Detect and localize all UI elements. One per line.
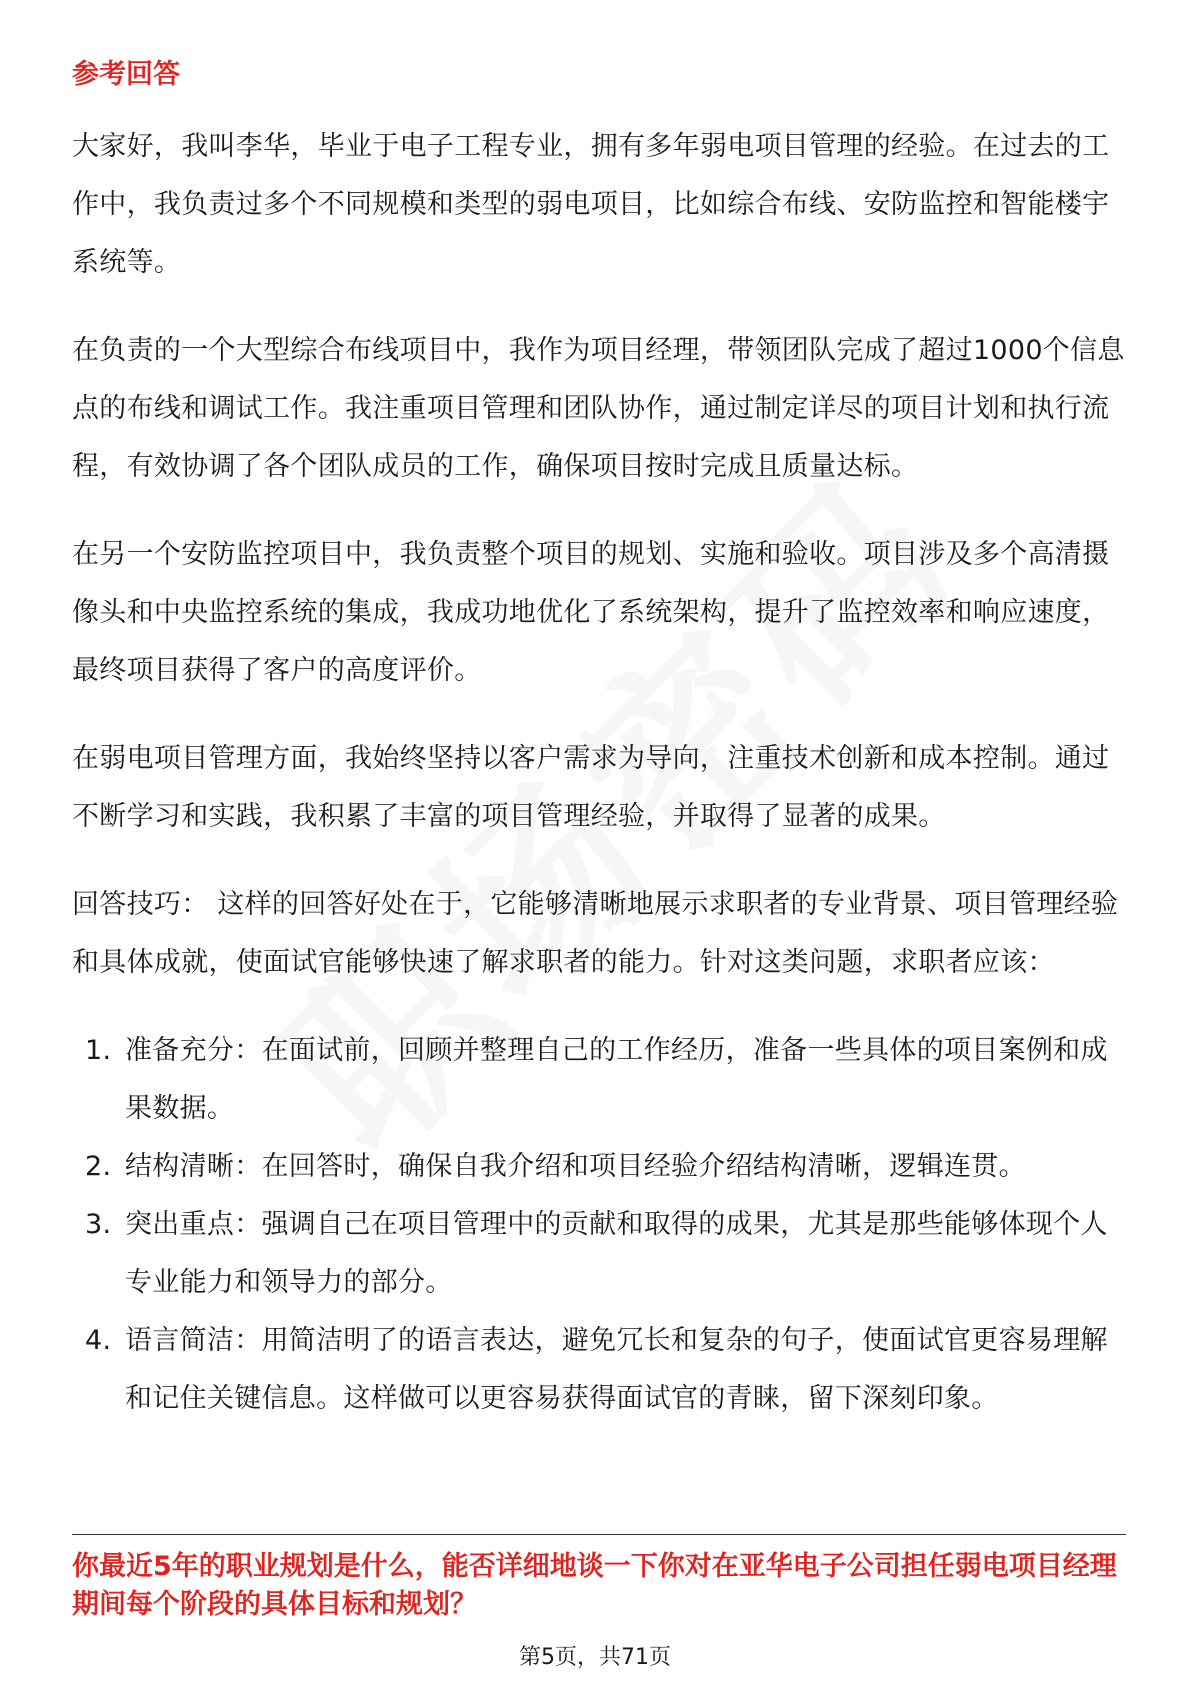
- list-item-text: 准备充分：在面试前，回顾并整理自己的工作经历，准备一些具体的项目案例和成果数据。: [125, 1035, 1108, 1124]
- list-item-text: 结构清晰：在回答时，确保自我介绍和项目经验介绍结构清晰，逻辑连贯。: [125, 1151, 1026, 1182]
- answer-paragraph-cabling-project: 在负责的一个大型综合布线项目中，我作为项目经理，带领团队完成了超过1000个信息点的布线和调试工作。我注重项目管理和团队协作，通过制定详尽的项目计划和执行流程，有效协调了各个团队成员的工作，确保项目按时完成且质量达标。: [72, 335, 1125, 482]
- answer-paragraph-security-project: 在另一个安防监控项目中，我负责整个项目的规划、实施和验收。项目涉及多个高清摄像头和中央监控系统的集成，我成功地优化了系统架构，提升了监控效率和响应速度，最终项目获得了客户的高度评价。: [72, 539, 1110, 686]
- section-divider: [72, 1534, 1126, 1535]
- list-item-number: 4.: [85, 1325, 112, 1356]
- list-item-number: 1.: [85, 1035, 112, 1066]
- list-item-number: 3.: [85, 1209, 112, 1240]
- list-item: [72, 1312, 1132, 1428]
- list-item: [72, 1138, 1132, 1196]
- answer-paragraph-summary: 在弱电项目管理方面，我始终坚持以客户需求为导向，注重技术创新和成本控制。通过不断学习和实践，我积累了丰富的项目管理经验，并取得了显著的成果。: [72, 743, 1110, 832]
- list-item: [72, 1196, 1132, 1312]
- answer-paragraph-intro: 大家好，我叫李华，毕业于电子工程专业，拥有多年弱电项目管理的经验。在过去的工作中，我负责过多个不同规模和类型的弱电项目，比如综合布线、安防监控和智能楼宇系统等。: [72, 131, 1110, 278]
- section-title: 参考回答: [72, 59, 180, 90]
- tips-list: [72, 1022, 1132, 1428]
- answer-body: [72, 118, 1132, 1428]
- next-question: 你最近5年的职业规划是什么，能否详细地谈一下你对在亚华电子公司担任弱电项目经理期间每个阶段的具体目标和规划？: [72, 1551, 1117, 1620]
- page-number: 第5页，共71页: [519, 1645, 671, 1670]
- list-item-number: 2.: [85, 1151, 112, 1182]
- answer-tips-intro: 回答技巧： 这样的回答好处在于，它能够清晰地展示求职者的专业背景、项目管理经验和具体成就，使面试官能够快速了解求职者的能力。针对这类问题，求职者应该：: [72, 889, 1119, 978]
- list-item-text: 突出重点：强调自己在项目管理中的贡献和取得的成果，尤其是那些能够体现个人专业能力和领导力的部分。: [125, 1209, 1108, 1298]
- list-item-text: 语言简洁：用简洁明了的语言表达，避免冗长和复杂的句子，使面试官更容易理解和记住关键信息。这样做可以更容易获得面试官的青睐，留下深刻印象。: [125, 1325, 1108, 1414]
- list-item: [72, 1022, 1132, 1138]
